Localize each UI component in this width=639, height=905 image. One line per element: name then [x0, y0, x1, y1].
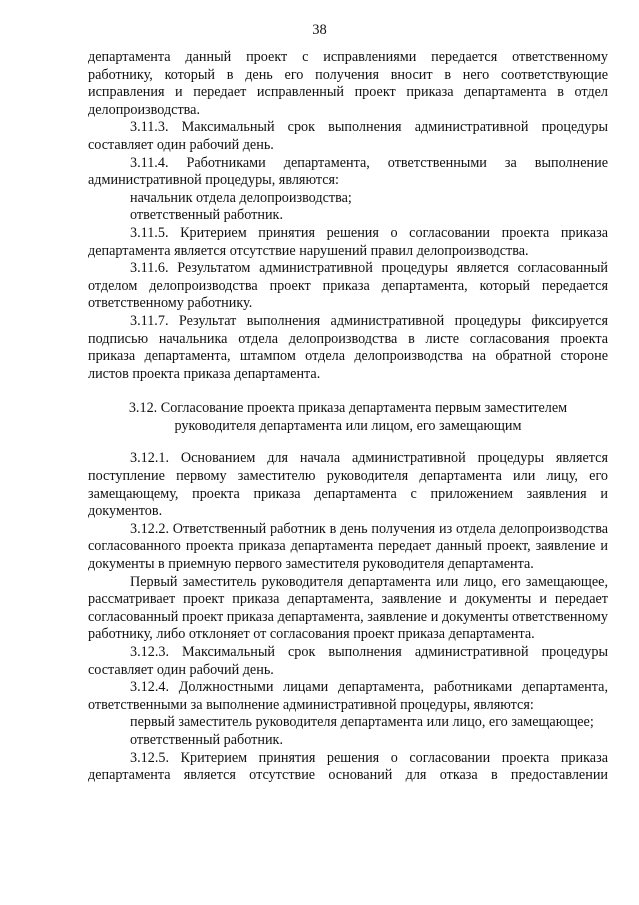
paragraph: первый заместитель руководителя департамента или лицо, его замещающее; [130, 714, 594, 731]
paragraph: 3.11.7. Результат выполнения административной процедуры фиксируется подписью начальника отдела делопроизводства в листе согласования проекта приказа департамента, штампом отдела делопроизводства на обратной стороне листов проекта приказа департамента. [88, 312, 608, 382]
paragraph: 3.12.4. Должностными лицами департамента, работниками департамента, ответственными за выполнение административной процедуры, являются: [88, 679, 608, 713]
paragraph: 3.11.6. Результатом административной процедуры является согласованный отделом делопроизводства проект приказа департамента, который передается ответственному работнику. [88, 260, 608, 312]
paragraph: 3.12.5. Критерием принятия решения о согласовании проекта приказа департамента является отсутствие оснований для отказа в предоставлении [88, 749, 608, 784]
section-3-12-text [88, 450, 608, 784]
paragraph: ответственный работник. [130, 731, 284, 748]
paragraph: 3.11.3. Максимальный срок выполнения административной процедуры составляет один рабочий день. [88, 119, 608, 153]
section-3-11-text [88, 49, 608, 383]
paragraph: департамента данный проект с исправлениями передается ответственному работнику, который в день его получения вносит в него соответствующие исправления и передает исправленный проект приказа департамента в отдел делопроизводства. [88, 49, 608, 118]
paragraph: 3.11.4. Работниками департамента, ответственными за выполнение административной процедуры, являются: [88, 154, 608, 189]
heading-line-1: 3.12. Согласование проекта приказа департамента первым заместителем [128, 400, 568, 417]
heading-line-2: руководителя департамента или лицом, его замещающим [174, 417, 522, 434]
section-heading-3-12 [88, 400, 608, 435]
paragraph: 3.11.5. Критерием принятия решения о согласовании проекта приказа департамента является отсутствие нарушений правил делопроизводства. [88, 224, 608, 259]
paragraph: 3.12.3. Максимальный срок выполнения административной процедуры составляет один рабочий день. [88, 644, 608, 678]
paragraph: Первый заместитель руководителя департамента или лицо, его замещающее, рассматривает проект приказа департамента, заявление и документы и передает согласованный проект приказа департамента, заявление и документы ответственному работнику, либо отклоняет от согласования проект приказа департамента. [88, 573, 608, 643]
paragraph: 3.12.2. Ответственный работник в день получения из отдела делопроизводства согласованного проекта приказа департамента передает данный проект, заявление и документы в приемную первого заместителя руководителя департамента. [88, 520, 608, 573]
document-body [88, 49, 608, 785]
page-number: 38 [312, 22, 327, 38]
paragraph: начальник отдела делопроизводства; [130, 189, 352, 206]
paragraph: 3.12.1. Основанием для начала административной процедуры является поступление первому заместителю руководителя департамента или лицу, его замещающему, проекта приказа департамента с приложением заявления и документов. [88, 450, 608, 520]
paragraph: ответственный работник. [130, 207, 284, 224]
